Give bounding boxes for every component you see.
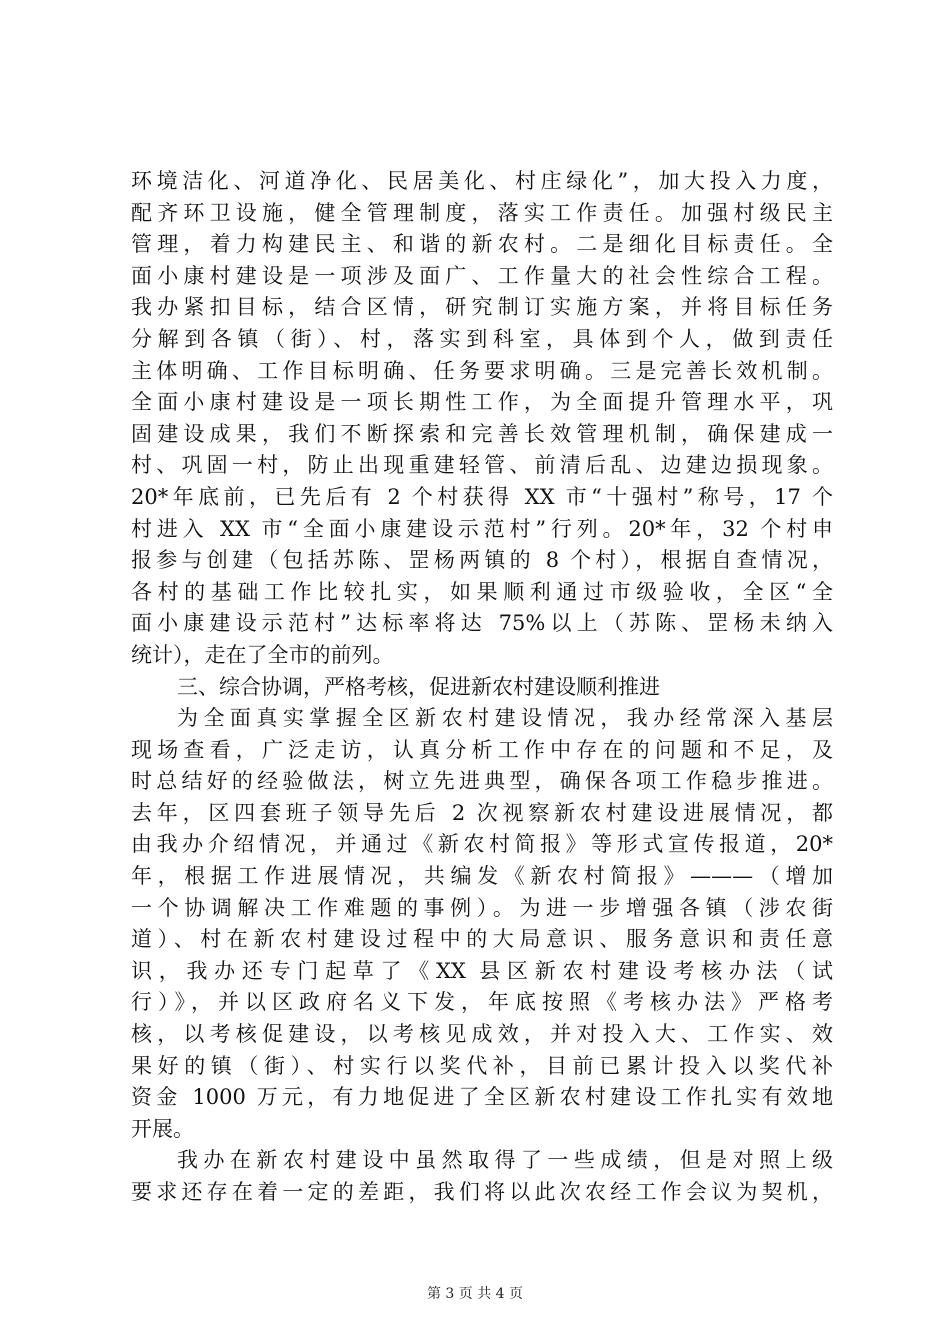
text-line: 各村的基础工作比较扎实，如果顺利通过市级验收，全区“全 — [131, 579, 833, 604]
page-footer: 第 3 页 共 4 页 — [426, 1286, 524, 1302]
text-line: 面小康建设示范村”达标率将达 75%以上（苏陈、罡杨未纳入 — [131, 611, 833, 636]
text-line: 面小康村建设是一项涉及面广、工作量大的社会性综合工程。 — [131, 263, 833, 288]
text-line: 分解到各镇（街）、村，落实到科室，具体到个人，做到责任 — [131, 326, 833, 351]
text-line: 道）、村在新农村建设过程中的大局意识、服务意识和责任意 — [131, 927, 833, 952]
text-line: 核，以考核促建设，以考核见成效，并对投入大、工作实、效 — [131, 1022, 833, 1047]
text-line: 我办紧扣目标，结合区情，研究制订实施方案，并将目标任务 — [131, 295, 833, 320]
text-line: 行）》，并以区政府名义下发，年底按照《考核办法》严格考 — [131, 990, 833, 1015]
text-line: 主体明确、工作目标明确、任务要求明确。三是完善长效机制。 — [131, 358, 833, 383]
text-line: 20*年底前，已先后有 2 个村获得 XX 市“十强村”称号，17 个 — [131, 484, 833, 509]
text-line: 配齐环卫设施，健全管理制度，落实工作责任。加强村级民主 — [131, 200, 833, 225]
text-line: 一个协调解决工作难题的事例）。为进一步增强各镇（涉农街 — [131, 895, 833, 920]
text-line: 时总结好的经验做法，树立先进典型，确保各项工作稳步推进。 — [131, 769, 833, 794]
text-line: 报参与创建（包括苏陈、罡杨两镇的 8 个村），根据自查情况， — [131, 548, 833, 573]
text-line: 现场查看，广泛走访，认真分析工作中存在的问题和不足，及 — [131, 737, 833, 762]
text-line: 资金 1000 万元，有力地促进了全区新农村建设工作扎实有效地 — [131, 1085, 833, 1110]
text-line: 统计），走在了全市的前列。 — [131, 642, 394, 667]
text-line: 年，根据工作进展情况，共编发《新农村简报》———（增加 — [131, 864, 833, 889]
text-line: 由我办介绍情况，并通过《新农村简报》等形式宣传报道，20* — [131, 832, 833, 857]
document-body — [131, 166, 833, 1209]
text-line: 识，我办还专门起草了《XX 县区新农村建设考核办法（试 — [131, 958, 833, 983]
text-line: 全面小康村建设是一项长期性工作，为全面提升管理水平，巩 — [131, 390, 833, 415]
text-line: 管理，着力构建民主、和谐的新农村。二是细化目标责任。全 — [131, 232, 833, 257]
section-heading: 三、综合协调，严格考核，促进新农村建设顺利推进 — [177, 674, 660, 699]
text-line: 固建设成果，我们不断探索和完善长效管理机制，确保建成一 — [131, 421, 833, 446]
text-line: 环境洁化、河道净化、民居美化、村庄绿化”，加大投入力度， — [131, 169, 833, 193]
text-line: 村、巩固一村，防止出现重建轻管、前清后乱、边建边损现象。 — [131, 453, 833, 478]
text-line: 我办在新农村建设中虽然取得了一些成绩，但是对照上级 — [177, 1148, 833, 1173]
text-line: 村进入 XX 市“全面小康建设示范村”行列。20*年，32 个村申 — [131, 516, 833, 541]
text-line: 开展。 — [131, 1116, 194, 1141]
text-line: 去年，区四套班子领导先后 2 次视察新农村建设进展情况，都 — [131, 800, 833, 825]
text-line: 果好的镇（街）、村实行以奖代补，目前已累计投入以奖代补 — [131, 1053, 833, 1078]
text-line: 为全面真实掌握全区新农村建设情况，我办经常深入基层 — [177, 706, 833, 731]
text-line: 要求还存在着一定的差距，我们将以此次农经工作会议为契机， — [131, 1180, 833, 1204]
